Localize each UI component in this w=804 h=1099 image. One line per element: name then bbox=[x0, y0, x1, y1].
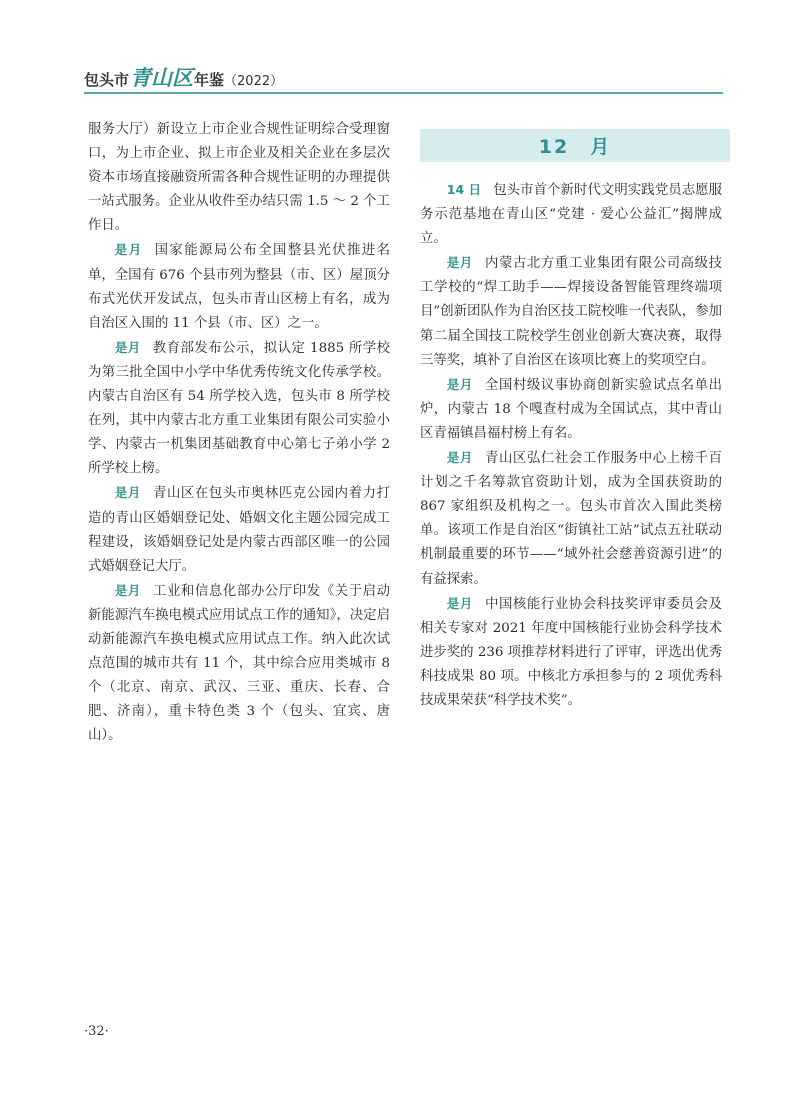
entry-date: 14 日 bbox=[446, 182, 482, 197]
left-column bbox=[88, 118, 390, 748]
month-heading: 12 月 bbox=[538, 136, 612, 158]
entry-text: 青山区弘仁社会工作服务中心上榜千百计划之千名筹款官资助计划，成为全国获资助的 867 家组织及机构之一。包头市首次入围此类榜单。该项工作是自治区“街镇社工站”试点五社联动机制最重要的环节——“域外社会慈善资源引进”的有益探索。 bbox=[420, 451, 722, 587]
header-year: （2022） bbox=[224, 74, 284, 89]
entry-paragraph bbox=[420, 592, 722, 713]
running-header bbox=[84, 62, 283, 88]
header-district: 青山区 bbox=[130, 65, 194, 90]
header-yearbook: 年鉴 bbox=[194, 71, 225, 89]
entry-date: 是月 bbox=[446, 376, 473, 392]
entry-paragraph bbox=[88, 118, 390, 238]
entry-date: 是月 bbox=[446, 595, 473, 611]
entry-text: 青山区在包头市奥林匹克公园内着力打造的青山区婚姻登记处、婚姻文化主题公园完成工程建设，该婚姻登记处是内蒙古西部区唯一的公园式婚姻登记大厅。 bbox=[88, 486, 390, 574]
entry-paragraph bbox=[88, 579, 390, 749]
entry-date: 是月 bbox=[114, 582, 141, 598]
entry-paragraph bbox=[420, 373, 722, 446]
entry-date: 是月 bbox=[446, 450, 473, 466]
month-banner bbox=[420, 129, 730, 162]
entry-text: 国家能源局公布全国整县光伏推进名单，全国有 676 个县市列为整县（市、区）屋顶分布式光伏开发试点，包头市青山区榜上有名，成为自治区入围的 11 个县（市、区）之一。 bbox=[88, 243, 390, 331]
entry-date: 是月 bbox=[446, 255, 473, 271]
entry-paragraph bbox=[420, 251, 722, 372]
entry-text: 全国村级议事协商创新实验试点名单出炉，内蒙古 18 个嘎查村成为全国试点，其中青山区青福镇昌福村榜上有名。 bbox=[420, 377, 722, 441]
entry-text: 中国核能行业协会科技奖评审委员会及相关专家对 2021 年度中国核能行业协会科学技术进步奖的 236 项推荐材料进行了评审，评选出优秀科技成果 80 项。中核北方承担参与的 2 项优秀科技成果荣获“科学技术奖”。 bbox=[420, 596, 722, 708]
page-number: ·32· bbox=[84, 1024, 109, 1039]
entry-text: 教育部发布公示，拟认定 1885 所学校为第三批全国中小学中华优秀传统文化传承学校。内蒙古自治区有 54 所学校入选，包头市 8 所学校在列，其中内蒙古北方重工业集团有限公司实验小学、内蒙古一机集团基础教育中心第七子弟小学 2 所学校上榜。 bbox=[88, 340, 390, 477]
header-rule bbox=[84, 92, 723, 94]
entry-text: 包头市首个新时代文明实践党员志愿服务示范基地在青山区“党建 · 爱心公益汇”揭牌成立。 bbox=[420, 183, 723, 247]
entry-date: 是月 bbox=[114, 485, 141, 501]
entry-paragraph bbox=[420, 446, 722, 592]
entry-paragraph bbox=[420, 178, 722, 251]
entry-text: 服务大厅）新设立上市企业合规性证明综合受理窗口，为上市企业、拟上市企业及相关企业在多层次资本市场直接融资所需各种合规性证明的办理提供一站式服务。企业从收件至办结只需 1.5 ～ 2 个工作日。 bbox=[88, 122, 390, 234]
entry-paragraph bbox=[88, 336, 390, 482]
entry-paragraph bbox=[88, 481, 390, 578]
header-city: 包头市 bbox=[84, 71, 130, 89]
right-column bbox=[420, 178, 722, 713]
entry-paragraph bbox=[88, 238, 390, 335]
entry-text: 内蒙古北方重工业集团有限公司高级技工学校的“焊工助手——焊接设备智能管理终端项目”创新团队作为自治区技工院校唯一代表队，参加第二届全国技工院校学生创业创新大赛决赛，取得三等奖，填补了自治区在该项比赛上的奖项空白。 bbox=[420, 256, 722, 368]
entry-date: 是月 bbox=[114, 242, 143, 258]
entry-text: 工业和信息化部办公厅印发《关于启动新能源汽车换电模式应用试点工作的通知》，决定启动新能源汽车换电模式应用试点工作。纳入此次试点范围的城市共有 11 个，其中综合应用类城市 8 个（北京、南京、武汉、三亚、重庆、长春、合肥、济南），重卡特色类 3 个（包头、宜宾、唐山）。 bbox=[88, 583, 390, 744]
entry-date: 是月 bbox=[114, 339, 141, 355]
